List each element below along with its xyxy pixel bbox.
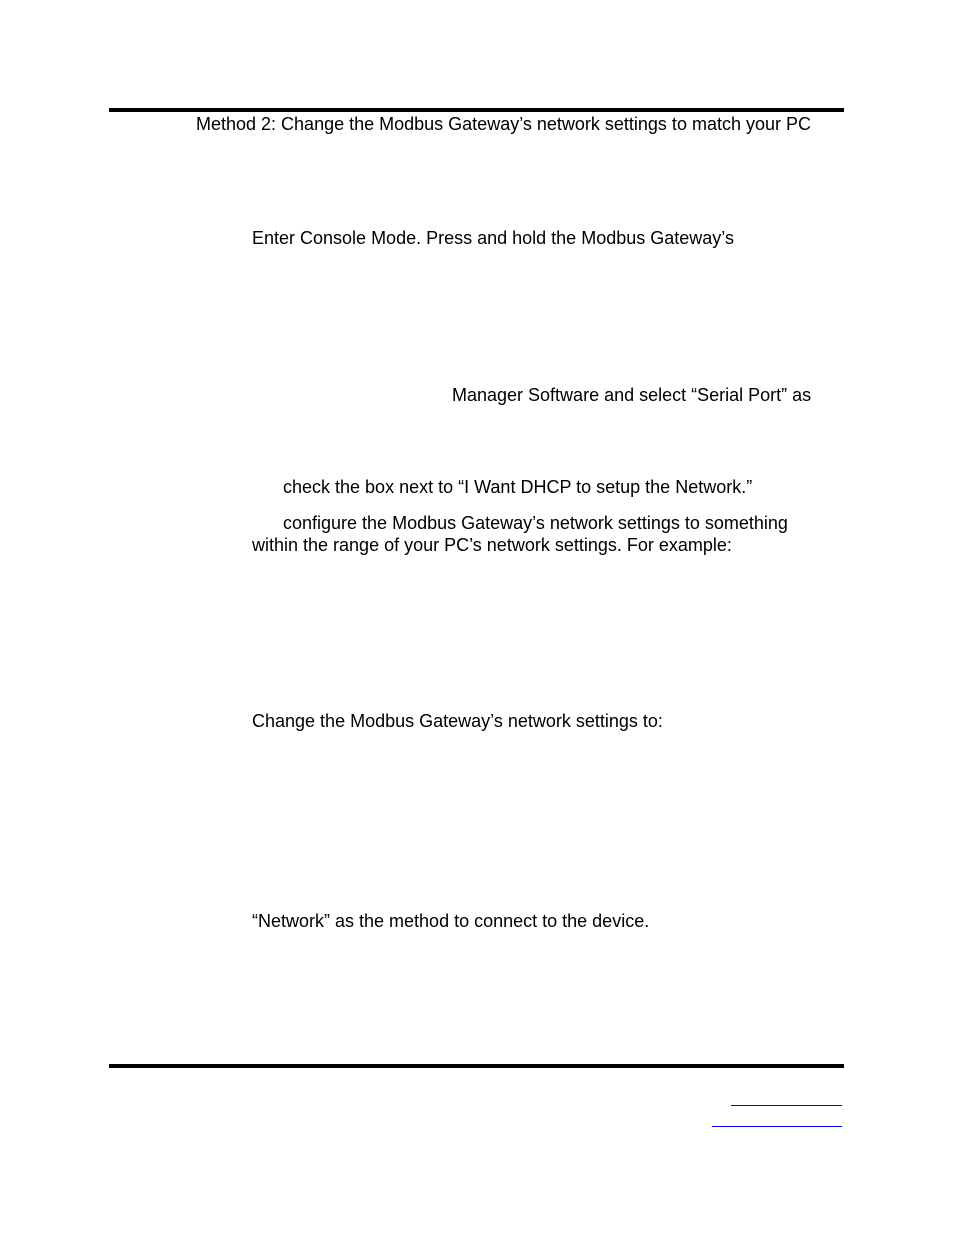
method-title: Method 2: Change the Modbus Gateway’s network settings to match your PC bbox=[196, 114, 811, 134]
step-change-settings: Change the Modbus Gateway’s network settings to: bbox=[252, 711, 663, 731]
step-configure-line-2: within the range of your PC’s network settings. For example: bbox=[252, 535, 732, 555]
step-manager-software: Manager Software and select “Serial Port” as bbox=[452, 385, 812, 405]
step-console-mode: Enter Console Mode. Press and hold the Modbus Gateway’s bbox=[252, 228, 734, 248]
header-rule bbox=[109, 108, 844, 112]
step-dhcp-checkbox: check the box next to “I Want DHCP to setup the Network.” bbox=[283, 477, 753, 497]
footer-link-underline-1[interactable] bbox=[731, 1105, 842, 1106]
footer-rule bbox=[109, 1064, 844, 1068]
step-network-method: “Network” as the method to connect to the device. bbox=[252, 911, 650, 931]
footer-link-underline-2[interactable] bbox=[712, 1126, 842, 1127]
step-configure-line-1: configure the Modbus Gateway’s network settings to something bbox=[283, 513, 788, 533]
